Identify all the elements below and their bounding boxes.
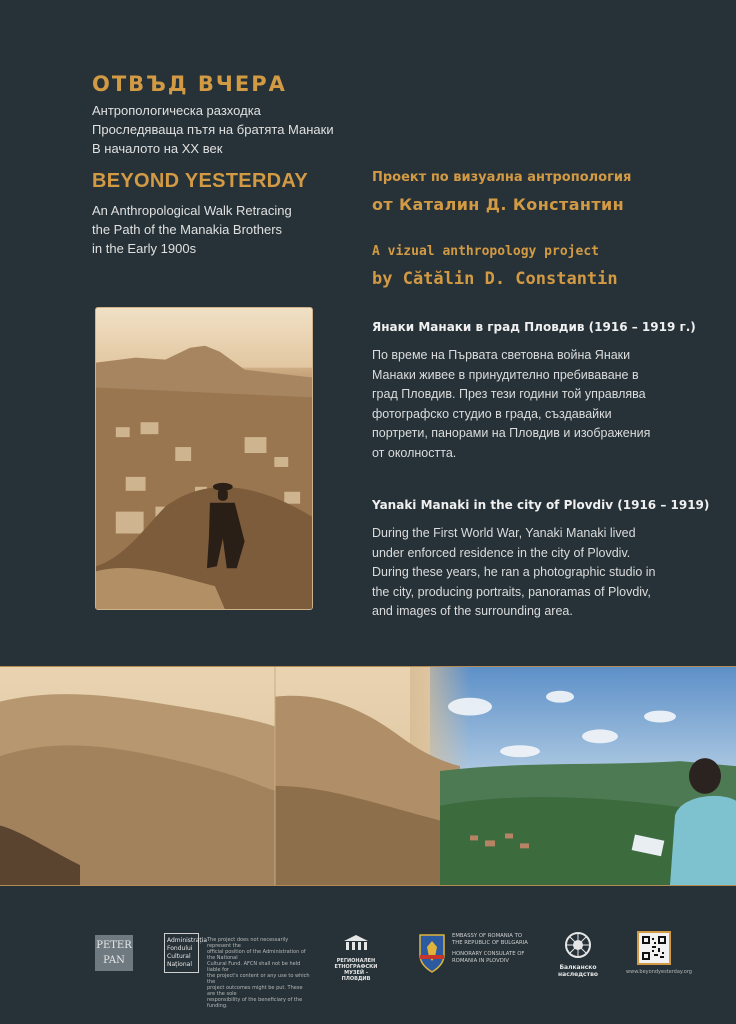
balkan-heritage-logo — [558, 931, 598, 978]
panorama-then-and-now — [0, 666, 736, 886]
project-label-bulgarian: Проект по визуална антропология — [372, 170, 632, 185]
body-line: During these years, he ran a photographic studio in — [372, 565, 656, 579]
project-label-english: A vizual anthropology project — [372, 244, 599, 259]
subtitle-bulgarian-line: Проследяваща пътя на братята Манаки — [92, 122, 334, 137]
logo-text: наследство — [558, 971, 599, 978]
body-line: портрети, панорами на Пловдив и изображения — [372, 426, 651, 440]
rosette-icon — [564, 931, 592, 959]
subtitle-english-line: the Path of the Manakia Brothers — [92, 222, 283, 237]
title-english: BEYOND YESTERDAY — [92, 170, 308, 192]
subtitle-bulgarian — [92, 101, 334, 158]
logo-text: ЕТНОГРАФСКИ — [334, 964, 378, 970]
body-line: фотографско студио в града, създавайки — [372, 406, 612, 421]
logo-text: МУЗЕЙ - ПЛОВДИВ — [341, 970, 371, 982]
project-author-english: by Cătălin D. Constantin — [372, 269, 618, 289]
section-body-english — [372, 524, 692, 622]
disclaimer-line: project outcomes might be put. These are the sole — [207, 985, 303, 997]
disclaimer-line: official position of the Administration of the National — [207, 949, 306, 961]
embassy-text — [452, 933, 532, 965]
logo-text: Fondului — [167, 945, 193, 952]
website-link[interactable]: www.beyondyesterday.org — [626, 969, 692, 975]
afcn-disclaimer — [207, 937, 312, 1009]
disclaimer-line: the project's content or any use to which the — [207, 973, 310, 985]
subtitle-english — [92, 201, 292, 258]
romania-coat-of-arms-icon — [417, 931, 447, 973]
logo-text: Administrația — [167, 937, 208, 944]
section-heading-english: Yanaki Manaki in the city of Plovdiv (1916 – 1919) — [372, 498, 710, 512]
logo-text: Балканско — [559, 964, 597, 971]
subtitle-bulgarian-line: В началото на XX век — [92, 141, 223, 156]
subtitle-english-line: An Anthropological Walk Retracing — [92, 203, 292, 218]
body-line: the city, producing portraits, panoramas of Plovdiv, — [372, 584, 651, 599]
ethnographic-museum-logo — [330, 933, 382, 982]
sponsor-logos — [0, 925, 736, 1009]
afcn-logo — [164, 933, 208, 973]
body-line: Манаки живее в принудително пребиваване в — [372, 367, 639, 382]
body-line: During the First World War, Yanaki Manaki lived — [372, 526, 636, 540]
embassy-line: EMBASSY OF ROMANIA TO — [452, 933, 522, 939]
body-line: По време на Първата световна война Янаки — [372, 348, 631, 362]
embassy-line: ROMANIA IN PLOVDIV — [452, 958, 510, 964]
subtitle-bulgarian-line: Антропологическа разходка — [92, 103, 261, 118]
logo-text: PETER — [96, 940, 132, 951]
logo-text: Național — [167, 961, 193, 968]
embassy-line: THE REPUBLIC OF BULGARIA — [452, 940, 528, 946]
project-author-bulgarian: от Каталин Д. Константин — [372, 195, 625, 214]
section-body-bulgarian — [372, 346, 692, 463]
section-heading-bulgarian: Янаки Манаки в град Пловдив (1916 – 1919 г.) — [372, 320, 696, 334]
body-line: and images of the surrounding area. — [372, 604, 573, 618]
body-line: град Пловдив. През тези години той управлява — [372, 387, 646, 401]
logo-text: PAN — [103, 955, 125, 966]
qr-code-icon[interactable] — [637, 931, 671, 965]
peter-pan-logo — [95, 935, 133, 971]
disclaimer-line: The project does not necessarily represent the — [207, 937, 289, 949]
disclaimer-line: Cultural Fund. AFCN shall not be held liable for — [207, 961, 301, 973]
embassy-line: HONORARY CONSULATE OF — [452, 951, 525, 957]
title-bulgarian: ОТВЪД ВЧЕРА — [92, 72, 287, 96]
vintage-photo-plovdiv — [95, 307, 313, 610]
body-line: under enforced residence in the city of Plovdiv. — [372, 545, 631, 560]
disclaimer-line: responsibility of the beneficiary of the funding. — [207, 997, 303, 1009]
logo-text: Cultural — [167, 953, 191, 960]
subtitle-english-line: in the Early 1900s — [92, 241, 197, 256]
body-line: от околността. — [372, 445, 457, 460]
logo-text: РЕГИОНАЛЕН — [336, 958, 376, 964]
museum-building-icon — [342, 933, 370, 953]
